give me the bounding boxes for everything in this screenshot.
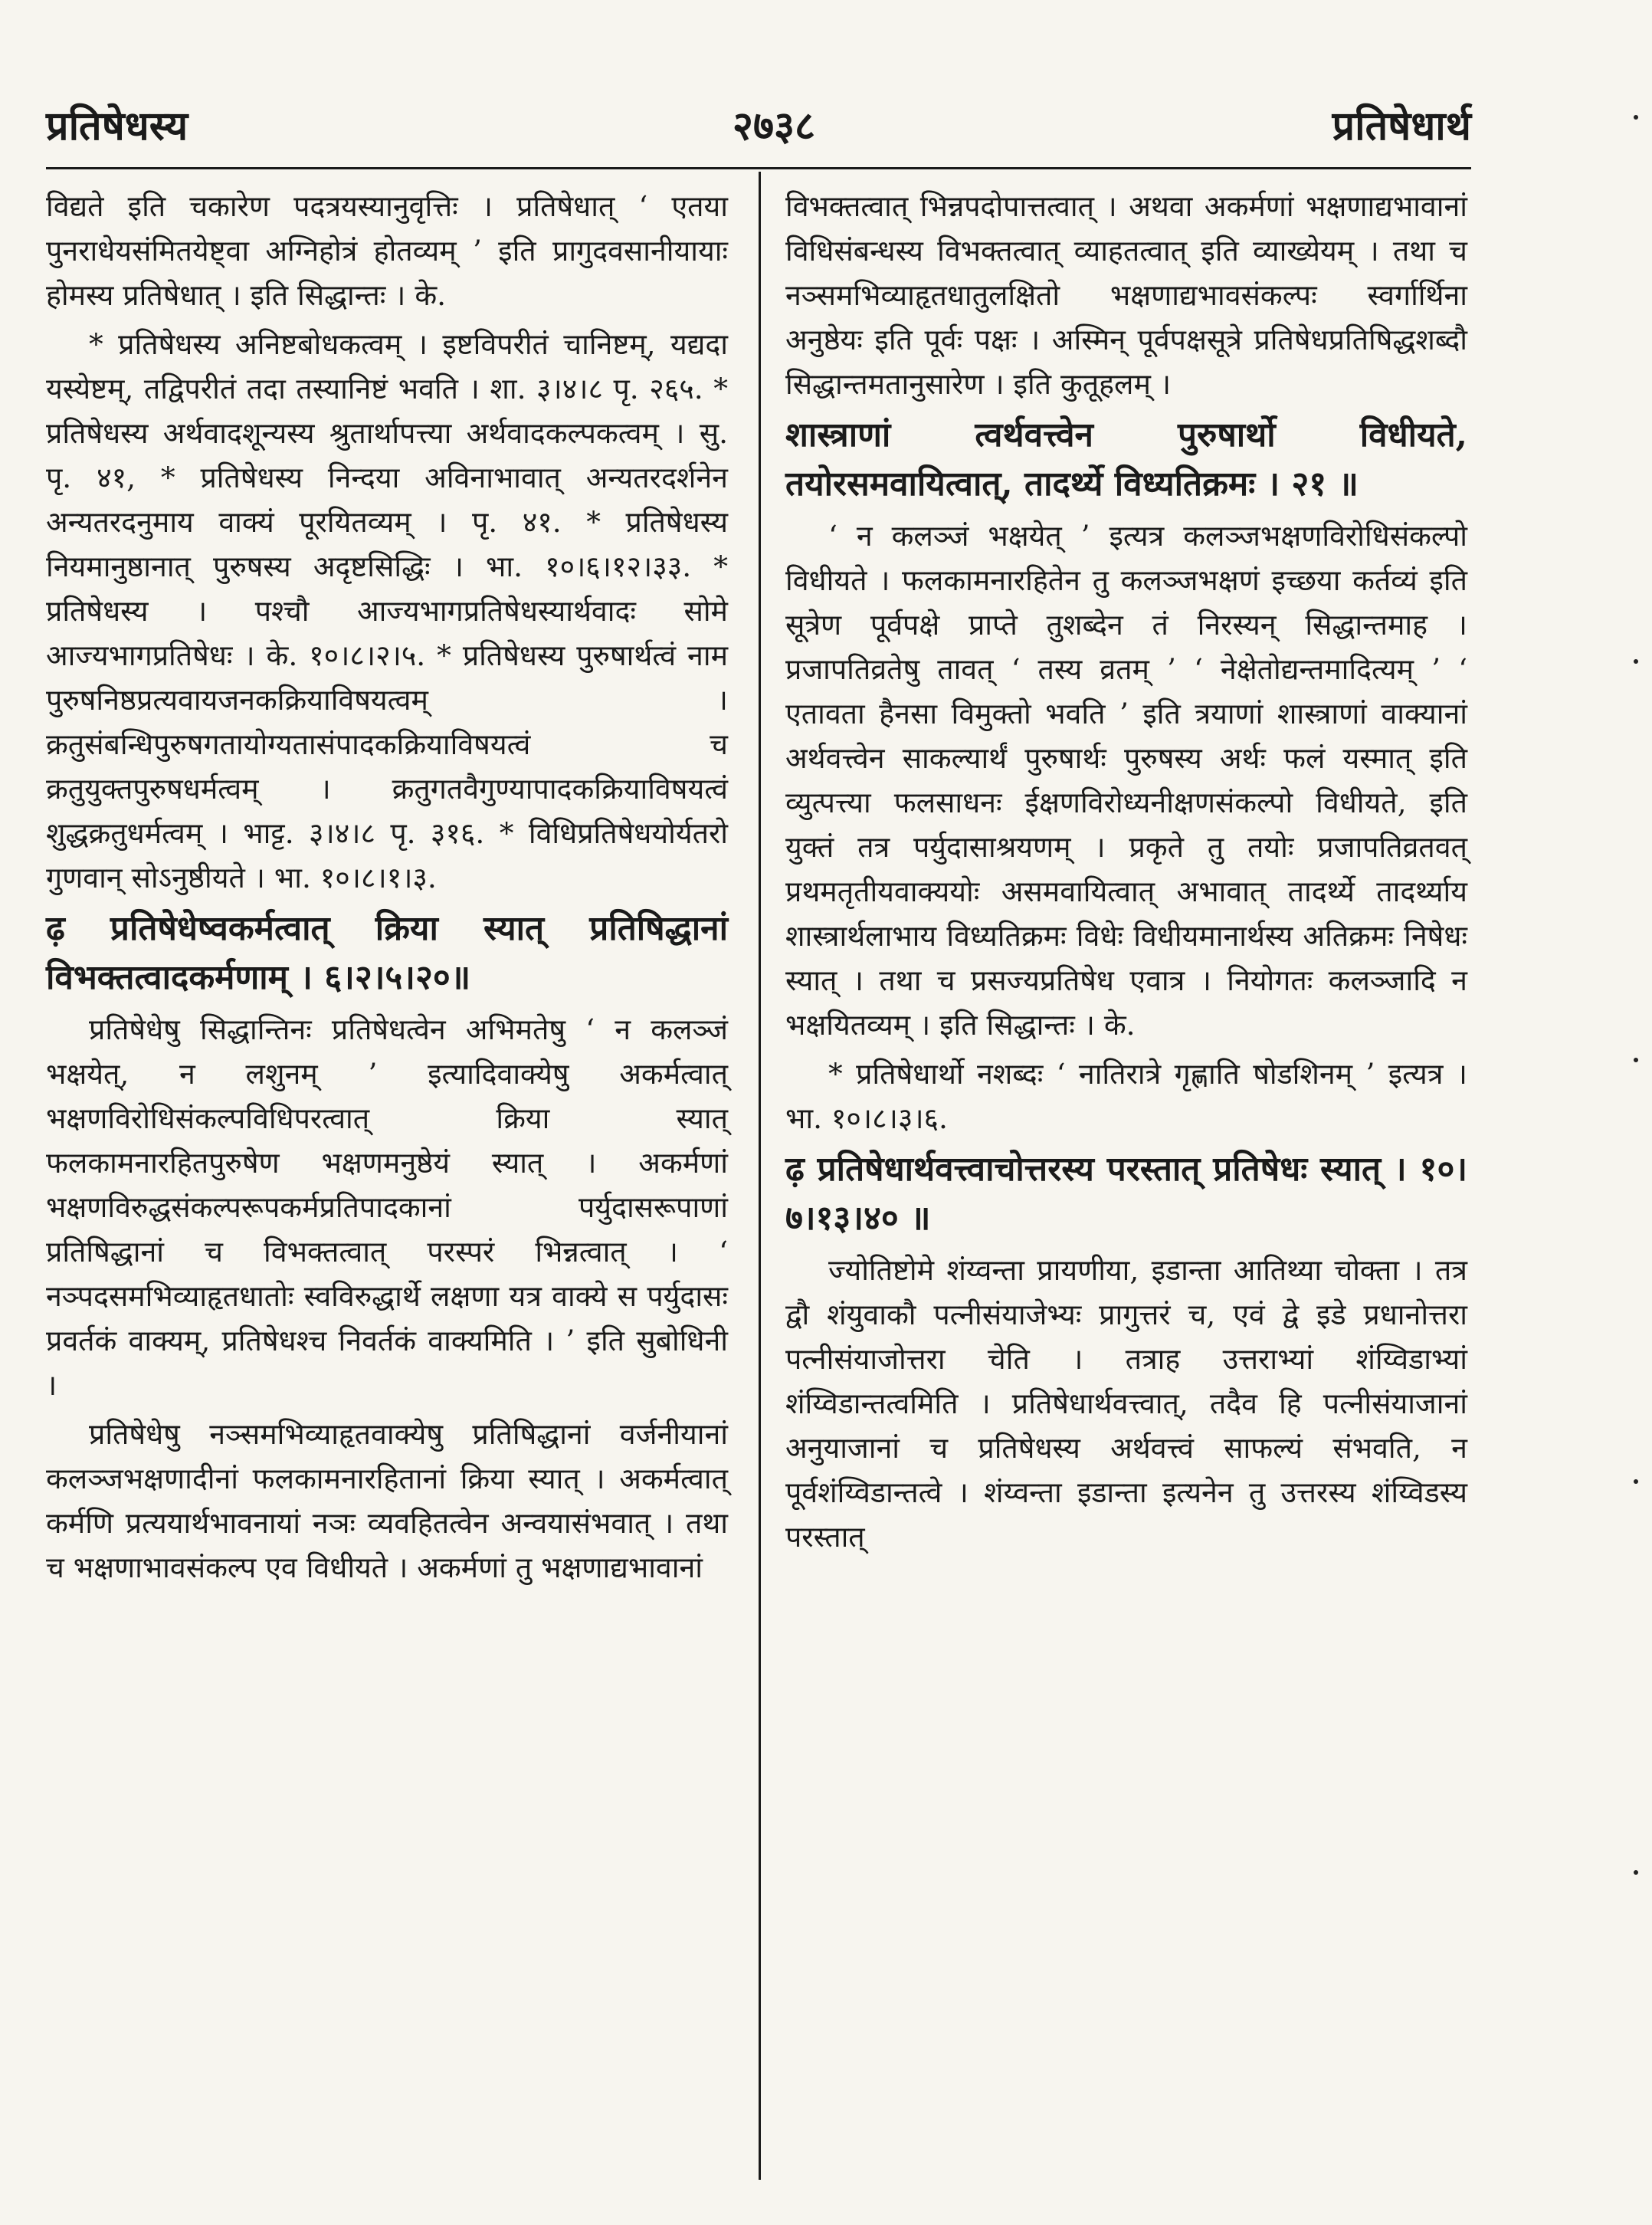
header-left-word: प्रतिषेधस्य: [46, 103, 188, 149]
header-right-word: प्रतिषेधार्थ: [1332, 103, 1471, 149]
column-divider: [759, 172, 761, 2180]
left-paragraph: प्रतिषेधेषु नञ्समभिव्याहृतवाक्येषु प्रतिषिद्धानां वर्जनीयानां कलञ्जभक्षणादीनां फलकामनारहितानां क्रिया स्यात् । अकर्मत्वात् कर्मणि प्रत्ययार्थभावनायां नञः व्यवहितत्वेन अन्वयासंभवात् । तथा च भक्षणाभावसंकल्प एव विधीयते । अकर्मणां तु भक्षणाद्यभावानां: [46, 1417, 728, 1584]
sutra-heading: शास्त्राणां त्वर्थवत्त्वेन पुरुषार्थो विधीयते, तयोरसमवायित्वात्, तादर्थ्ये विध्यतिक्रमः । २१ ॥: [785, 415, 1467, 504]
right-paragraph: ज्योतिष्टोमे शंय्वन्ता प्रायणीया, इडान्ता आतिथ्या चोक्ता । तत्र द्वौ शंयुवाकौ पत्नीसंयाजेभ्यः प्रागुत्तरं च, एवं द्वे इडे प्रधानोत्तरा पत्नीसंयाजोत्तरा चेति । तत्राह उत्तराभ्यां शंय्विडाभ्यां शंय्विडान्तत्वमिति । प्रतिषेधार्थवत्त्वात्, तदैव हि पत्नीसंयाजानां अनुयाजानां च प्रतिषेधस्य अर्थवत्त्वं साफल्यं संभवति, न पूर्वशंय्विडान्तत्वे । शंय्वन्ता इडान्ता इत्यनेन तु उत्तरस्य शंय्विडस्य परस्तात्: [785, 1253, 1467, 1554]
scan-edge-marks: [1615, 0, 1638, 2225]
right-column: [785, 184, 1467, 1564]
running-header: [46, 84, 1471, 169]
scan-speck: [1634, 1870, 1638, 1875]
scan-speck: [1634, 115, 1638, 120]
left-paragraph: * प्रतिषेधस्य अनिष्टबोधकत्वम् । इष्टविपरीतं चानिष्टम्, यद्यदा यस्येष्टम्, तद्विपरीतं तदा तस्यानिष्टं भवति । शा. ३।४।८ पृ. २६५. * प्रतिषेधस्य अर्थवादशून्यस्य श्रुतार्थापत्त्या अर्थवादकल्पकत्वम् । सु. पृ. ४१, * प्रतिषेधस्य निन्दया अविनाभावात् अन्यतरदर्शनेन अन्यतरदनुमाय वाक्यं पूरयितव्यम् । पृ. ४१. * प्रतिषेधस्य नियमानुष्ठानात् पुरुषस्य अदृष्टसिद्धिः । भा. १०।६।१२।३३. * प्रतिषेधस्य । पश्चौ आज्यभागप्रतिषेधस्यार्थवादः सोमे आज्यभागप्रतिषेधः । के. १०।८।२।५. * प्रतिषेधस्य पुरुषार्थत्वं नाम पुरुषनिष्ठप्रत्यवायजनकक्रियाविषयत्वम् । क्रतुसंबन्धिपुरुषगतायोग्यतासंपादकक्रियाविषयत्वं च क्रतुयुक्तपुरुषधर्मत्वम् । क्रतुगतवैगुण्यापादकक्रियाविषयत्वं शुद्धक्रतुधर्मत्वम् । भाट्ट. ३।४।८ पृ. ३१६. * विधिप्रतिषेधयोर्यतरो गुणवान् सोऽनुष्ठीयते । भा. १०।८।१।३.: [46, 327, 728, 894]
left-column: [46, 184, 728, 1594]
sutra-heading: ढ़ प्रतिषेधेष्वकर्मत्वात् क्रिया स्यात् प्रतिषिद्धानां विभक्तत्वादकर्मणाम् । ६।२।५।२०॥: [46, 909, 728, 997]
sutra-heading: ढ़ प्रतिषेधार्थवत्त्वाचोत्तरस्य परस्तात् प्रतिषेधः स्यात् । १०।७।१३।४० ॥: [785, 1150, 1467, 1238]
scan-speck: [1634, 1479, 1638, 1484]
book-page: [46, 84, 1471, 2184]
header-rule: [46, 167, 1471, 169]
right-paragraph: विभक्तत्वात् भिन्नपदोपात्तत्वात् । अथवा अकर्मणां भक्षणाद्यभावानां विधिसंबन्धस्य विभक्तत्वात् व्याहतत्वात् इति व्याख्येयम् । तथा च नञ्समभिव्याहृतधातुलक्षितो भक्षणाद्यभावसंकल्पः स्वर्गार्थिना अनुष्ठेयः इति पूर्वः पक्षः । अस्मिन् पूर्वपक्षसूत्रे प्रतिषेधप्रतिषिद्धशब्दौ सिद्धान्तमतानुसारेण । इति कुतूहलम् ।: [785, 189, 1467, 401]
left-paragraph: प्रतिषेधेषु सिद्धान्तिनः प्रतिषेधत्वेन अभिमतेषु ‘ न कलञ्जं भक्षयेत्, न लशुनम् ’ इत्यादिवाक्येषु अकर्मत्वात् भक्षणविरोधिसंकल्पविधिपरत्वात् क्रिया स्यात् फलकामनारहितपुरुषेण भक्षणमनुष्ठेयं स्यात् । अकर्मणां भक्षणविरुद्धसंकल्परूपकर्मप्रतिपादकानां पर्युदासरूपाणां प्रतिषिद्धानां च विभक्तत्वात् परस्परं भिन्नत्वात् । ‘ नञ्पदसमभिव्याहृतधातोः स्वविरुद्धार्थे लक्षणा यत्र वाक्ये स पर्युदासः प्रवर्तकं वाक्यम्, प्रतिषेधश्च निवर्तकं वाक्यमिति । ’ इति सुबोधिनी ।: [46, 1012, 728, 1402]
left-paragraph: विद्यते इति चकारेण पदत्रयस्यानुवृत्तिः । प्रतिषेधात् ‘ एतया पुनराधेयसंमितयेष्ट्वा अग्निहोत्रं होतव्यम् ’ इति प्रागुदवसानीयायाः होमस्य प्रतिषेधात् । इति सिद्धान्तः । के.: [46, 189, 728, 312]
scan-speck: [1634, 659, 1638, 664]
right-paragraph: ‘ न कलञ्जं भक्षयेत् ’ इत्यत्र कलञ्जभक्षणविरोधिसंकल्पो विधीयते । फलकामनारहितेन तु कलञ्जभक्षणं इच्छया कर्तव्यं इति सूत्रेण पूर्वपक्षे प्राप्ते तुशब्देन तं निरस्यन् सिद्धान्तमाह । प्रजापतिव्रतेषु तावत् ‘ तस्य व्रतम् ’ ‘ नेक्षेतोद्यन्तमादित्यम् ’ ‘ एतावता हैनसा विमुक्तो भवति ’ इति त्रयाणां शास्त्राणां वाक्यानां अर्थवत्त्वेन साकल्यार्थं पुरुषार्थः पुरुषस्य अर्थः फलं यस्मात् इति व्युत्पत्त्या फलसाधनः ईक्षणविरोध्यनीक्षणसंकल्पो विधीयते, इति युक्तं तत्र पर्युदासाश्रयणम् । प्रकृते तु तयोः प्रजापतिव्रतवत् प्रथमतृतीयवाक्ययोः असमवायित्वात् अभावात् तादर्थ्ये तादर्थ्याय शास्त्रार्थलाभाय विध्यतिक्रमः विधेः विधीयमानार्थस्य अतिक्रमः निषेधः स्यात् । तथा च प्रसज्यप्रतिषेध एवात्र । नियोगतः कलञ्जादि न भक्षयितव्यम् । इति सिद्धान्तः । के.: [785, 519, 1467, 1042]
right-paragraph: * प्रतिषेधार्थो नशब्दः ‘ नातिरात्रे गृह्णाति षोडशिनम् ’ इत्यत्र । भा. १०।८।३।६.: [785, 1057, 1467, 1135]
scan-speck: [1634, 1058, 1638, 1062]
page-number: २७३८: [732, 103, 816, 149]
